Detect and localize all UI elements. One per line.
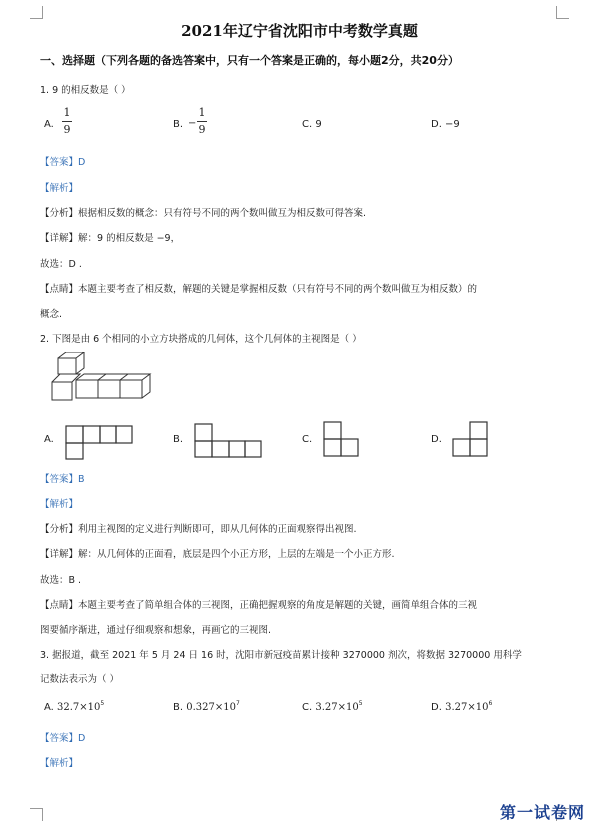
q1-option-a-denominator: 9 (63, 123, 71, 136)
q1-option-b-denominator: 9 (198, 123, 206, 136)
q3-option-c (302, 700, 363, 713)
q3-option-b (173, 700, 240, 713)
q1-fenxi: 【分析】根据相反数的概念：只有符号不同的两个数叫做互为相反数可得答案. (40, 208, 367, 219)
q2-option-a-figure (64, 424, 134, 460)
q2-option-a-letter: A. (44, 434, 54, 445)
q3-stem-line1: 3. 据报道，截至 2021 年 5 月 24 日 16 时，沈阳市新冠疫苗累计接种 3270000 剂次，将数据 3270000 用科学 (40, 650, 522, 661)
section-heading: 一、选择题（下列各题的备选答案中，只有一个答案是正确的，每小题2分，共20分） (40, 54, 459, 67)
q1-answer: 【答案】D (40, 157, 86, 168)
q2-option-d-letter: D. (431, 434, 442, 445)
q2-xiangjie: 【详解】解：从几何体的正面看，底层是四个小正方形，上层的左端是一个小正方形. (40, 549, 395, 560)
q3-option-d-mantissa: 3.27×10 (445, 702, 489, 713)
q1-option-a-letter: A. (44, 119, 54, 130)
q1-option-b-sign: − (188, 118, 197, 129)
q1-dianjing-line1: 【点睛】本题主要考查了相反数，解题的关键是掌握相反数（只有符号不同的两个数叫做互为相反数）的 (40, 284, 478, 295)
q2-option-b-letter: B. (173, 434, 184, 445)
q3-option-a-exponent: 5 (100, 700, 105, 707)
q2-option-b-figure (193, 422, 263, 458)
q3-option-a (44, 700, 104, 713)
q2-dianjing-line2: 图要循序渐进，通过仔细观察和想象，再画它的三视图. (40, 625, 272, 636)
q3-option-b-mantissa: 0.327×10 (186, 702, 236, 713)
q3-option-d-exponent: 6 (488, 700, 493, 707)
q1-option-b-numerator: 1 (198, 106, 206, 119)
q3-analysis-label: 【解析】 (40, 758, 79, 769)
q1-option-c: C. 9 (302, 119, 322, 130)
q1-xiangjie: 【详解】解：9 的相反数是 −9， (40, 233, 181, 244)
q2-answer: 【答案】B (40, 474, 85, 485)
q1-option-d: D. −9 (431, 119, 460, 130)
q3-option-c-exponent: 5 (358, 700, 363, 707)
q1-conclusion: 故选：D . (40, 259, 82, 270)
q2-option-c-letter: C. (302, 434, 313, 445)
q2-fenxi: 【分析】利用主视图的定义进行判断即可，即从几何体的正面观察得出视图. (40, 524, 357, 535)
q1-option-b-fraction-bar (197, 121, 207, 122)
crop-mark-bottom-left (30, 808, 43, 821)
q2-analysis-label: 【解析】 (40, 499, 79, 510)
q3-option-c-mantissa: 3.27×10 (315, 702, 359, 713)
q1-stem: 1. 9 的相反数是（ ） (40, 85, 131, 96)
q2-stem: 2. 下图是由 6 个相同的小立方块搭成的几何体，这个几何体的主视图是（ ） (40, 334, 362, 345)
q3-option-c-letter: C. (302, 702, 313, 713)
q3-option-d (431, 700, 492, 713)
site-watermark-logo: 第一试卷网 (499, 803, 585, 822)
q1-analysis-label: 【解析】 (40, 183, 79, 194)
page-title: 2021年辽宁省沈阳市中考数学真题 (181, 22, 418, 40)
q2-option-c-figure (322, 420, 362, 458)
q1-dianjing-line2: 概念. (40, 309, 63, 320)
q3-option-b-exponent: 7 (235, 700, 240, 707)
q1-option-a-numerator: 1 (63, 106, 71, 119)
q2-option-d-figure (451, 420, 491, 458)
q3-stem-line2: 记数法表示为（ ） (40, 674, 120, 685)
q3-option-b-letter: B. (173, 702, 184, 713)
q3-option-a-letter: A. (44, 702, 54, 713)
crop-mark-top-left (30, 6, 43, 19)
q2-cube-figure (44, 352, 154, 408)
q3-option-d-letter: D. (431, 702, 442, 713)
q3-answer: 【答案】D (40, 733, 86, 744)
q1-option-a-fraction-bar (62, 121, 72, 122)
q2-conclusion: 故选：B . (40, 575, 82, 586)
q1-option-b-letter: B. (173, 119, 184, 130)
q2-dianjing-line1: 【点睛】本题主要考查了简单组合体的三视图，正确把握观察的角度是解题的关键，画简单组合体的三视 (40, 600, 478, 611)
q3-option-a-mantissa: 32.7×10 (57, 702, 101, 713)
crop-mark-top-right (556, 6, 569, 19)
